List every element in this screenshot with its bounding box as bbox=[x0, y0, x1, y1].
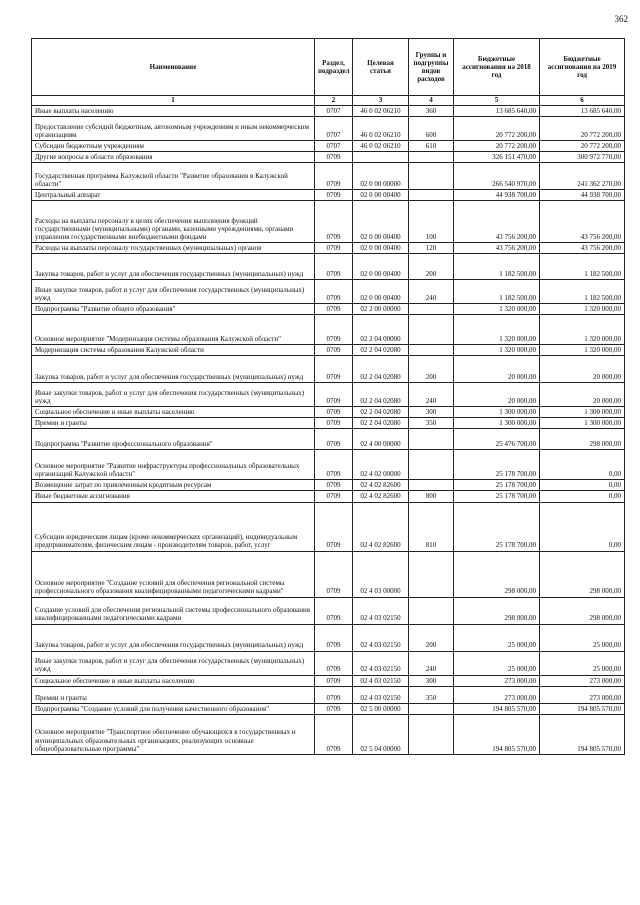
cell-target: 02 5 04 00000 bbox=[353, 714, 409, 754]
cell-expense-kind: 200 bbox=[409, 356, 454, 383]
cell-name: Основное мероприятие "Развитие инфраструктуры профессиональных образовательных организаций Калужской области" bbox=[32, 450, 315, 480]
cell-section: 0709 bbox=[315, 304, 353, 315]
cell-amount-2019: 194 805 570,00 bbox=[540, 703, 625, 714]
cell-name: Основное мероприятие "Создание условий для обеспечения региональной системы профессионального образования квалифицированными педагогическими кадрами" bbox=[32, 551, 315, 597]
cell-expense-kind: 240 bbox=[409, 280, 454, 304]
cell-amount-2018: 266 540 970,00 bbox=[454, 163, 540, 190]
cell-target: 02 0 00 00400 bbox=[353, 190, 409, 201]
cell-amount-2019: 44 938 700,00 bbox=[540, 190, 625, 201]
cell-target: 02 4 03 02150 bbox=[353, 597, 409, 624]
cell-amount-2019: 298 000,00 bbox=[540, 551, 625, 597]
cell-section: 0709 bbox=[315, 597, 353, 624]
cell-name: Основное мероприятие "Транспортное обеспечение обучающихся в государственных и муниципальных образовательных организациях, реализующих основные общеобразовательные программы" bbox=[32, 714, 315, 754]
table-row bbox=[32, 280, 625, 304]
cell-amount-2018: 20 772 200,00 bbox=[454, 141, 540, 152]
header-name: Наименование bbox=[32, 39, 315, 96]
cell-expense-kind bbox=[409, 163, 454, 190]
cell-amount-2018: 1 300 000,00 bbox=[454, 418, 540, 429]
cell-section: 0709 bbox=[315, 163, 353, 190]
cell-expense-kind bbox=[409, 480, 454, 491]
cell-amount-2019: 20 772 200,00 bbox=[540, 117, 625, 141]
cell-amount-2019: 20 772 200,00 bbox=[540, 141, 625, 152]
table-row bbox=[32, 480, 625, 491]
cell-target: 02 4 03 02150 bbox=[353, 686, 409, 703]
cell-section: 0707 bbox=[315, 117, 353, 141]
cell-section: 0709 bbox=[315, 651, 353, 675]
cell-section: 0709 bbox=[315, 315, 353, 345]
cell-name: Закупка товаров, работ и услуг для обеспечения государственных (муниципальных) нужд bbox=[32, 624, 315, 651]
cell-section: 0709 bbox=[315, 703, 353, 714]
cell-expense-kind bbox=[409, 597, 454, 624]
table-row bbox=[32, 163, 625, 190]
cell-name: Иные закупки товаров, работ и услуг для обеспечения государственных (муниципальных) нужд bbox=[32, 280, 315, 304]
column-number: 2 bbox=[315, 96, 353, 106]
cell-target: 02 4 00 00000 bbox=[353, 429, 409, 450]
cell-name: Премии и гранты bbox=[32, 418, 315, 429]
cell-expense-kind bbox=[409, 429, 454, 450]
cell-amount-2019: 300 972 770,00 bbox=[540, 152, 625, 163]
table-row bbox=[32, 491, 625, 502]
cell-target: 02 4 03 02150 bbox=[353, 624, 409, 651]
header-target: Целевая статья bbox=[353, 39, 409, 96]
cell-amount-2018: 43 756 200,00 bbox=[454, 243, 540, 254]
table-row bbox=[32, 304, 625, 315]
cell-name: Закупка товаров, работ и услуг для обеспечения государственных (муниципальных) нужд bbox=[32, 356, 315, 383]
cell-amount-2019: 1 182 500,00 bbox=[540, 280, 625, 304]
cell-expense-kind: 300 bbox=[409, 675, 454, 686]
cell-amount-2018: 44 938 700,00 bbox=[454, 190, 540, 201]
table-row bbox=[32, 675, 625, 686]
cell-amount-2018: 1 320 000,00 bbox=[454, 315, 540, 345]
cell-amount-2018: 273 000,00 bbox=[454, 686, 540, 703]
cell-name: Социальное обеспечение и иные выплаты населению bbox=[32, 675, 315, 686]
page-number: 362 bbox=[614, 14, 628, 24]
cell-expense-kind: 350 bbox=[409, 418, 454, 429]
cell-expense-kind: 350 bbox=[409, 686, 454, 703]
cell-amount-2019: 241 362 270,00 bbox=[540, 163, 625, 190]
table-row bbox=[32, 152, 625, 163]
cell-name: Основное мероприятие "Модернизация системы образования Калужской области" bbox=[32, 315, 315, 345]
cell-expense-kind: 600 bbox=[409, 117, 454, 141]
cell-name: Предоставление субсидий бюджетным, автономным учреждениям и иным некоммерческим организациям bbox=[32, 117, 315, 141]
cell-target: 46 0 02 06210 bbox=[353, 117, 409, 141]
cell-name: Иные закупки товаров, работ и услуг для обеспечения государственных (муниципальных) нужд bbox=[32, 651, 315, 675]
cell-target: 02 4 02 00000 bbox=[353, 450, 409, 480]
cell-expense-kind: 300 bbox=[409, 407, 454, 418]
cell-amount-2018: 43 756 200,00 bbox=[454, 201, 540, 243]
cell-amount-2018: 20 772 200,00 bbox=[454, 117, 540, 141]
table-row bbox=[32, 502, 625, 551]
cell-name: Иные бюджетные ассигнования bbox=[32, 491, 315, 502]
cell-section: 0709 bbox=[315, 280, 353, 304]
cell-name: Иные закупки товаров, работ и услуг для обеспечения государственных (муниципальных) нужд bbox=[32, 383, 315, 407]
cell-expense-kind: 120 bbox=[409, 243, 454, 254]
cell-section: 0709 bbox=[315, 491, 353, 502]
header-groups: Группы и подгруппы видов расходов bbox=[409, 39, 454, 96]
table-row bbox=[32, 418, 625, 429]
cell-amount-2018: 25 000,00 bbox=[454, 624, 540, 651]
table-row bbox=[32, 686, 625, 703]
cell-name: Иные выплаты населению bbox=[32, 106, 315, 117]
cell-name: Расходы на выплаты персоналу в целях обеспечения выполнения функций государственными (муниципальными) органами, казенными учреждениями, органами управления государственными внебюджетными фондами bbox=[32, 201, 315, 243]
cell-section: 0709 bbox=[315, 254, 353, 280]
cell-amount-2018: 25 178 700,00 bbox=[454, 480, 540, 491]
cell-section: 0709 bbox=[315, 675, 353, 686]
table-row bbox=[32, 551, 625, 597]
cell-amount-2019: 0,00 bbox=[540, 480, 625, 491]
table-row bbox=[32, 429, 625, 450]
cell-expense-kind: 800 bbox=[409, 491, 454, 502]
table-row bbox=[32, 450, 625, 480]
cell-name: Центральный аппарат bbox=[32, 190, 315, 201]
cell-expense-kind bbox=[409, 450, 454, 480]
cell-expense-kind: 240 bbox=[409, 383, 454, 407]
cell-amount-2019: 1 320 000,00 bbox=[540, 315, 625, 345]
cell-section: 0707 bbox=[315, 141, 353, 152]
cell-name: Социальное обеспечение и иные выплаты населению bbox=[32, 407, 315, 418]
cell-amount-2019: 20 000,00 bbox=[540, 356, 625, 383]
cell-expense-kind bbox=[409, 190, 454, 201]
cell-section: 0709 bbox=[315, 624, 353, 651]
cell-amount-2018: 298 000,00 bbox=[454, 597, 540, 624]
cell-amount-2018: 25 476 700,00 bbox=[454, 429, 540, 450]
table-row bbox=[32, 190, 625, 201]
cell-expense-kind bbox=[409, 315, 454, 345]
cell-amount-2018: 20 000,00 bbox=[454, 383, 540, 407]
table-row bbox=[32, 243, 625, 254]
cell-amount-2019: 1 182 500,00 bbox=[540, 254, 625, 280]
cell-amount-2018: 1 182 500,00 bbox=[454, 280, 540, 304]
cell-amount-2018: 25 178 700,00 bbox=[454, 502, 540, 551]
cell-amount-2018: 1 300 000,00 bbox=[454, 407, 540, 418]
cell-target: 02 5 00 00000 bbox=[353, 703, 409, 714]
cell-amount-2019: 25 000,00 bbox=[540, 651, 625, 675]
cell-amount-2019: 0,00 bbox=[540, 491, 625, 502]
cell-amount-2019: 1 300 000,00 bbox=[540, 407, 625, 418]
cell-expense-kind: 810 bbox=[409, 502, 454, 551]
cell-expense-kind bbox=[409, 703, 454, 714]
table-row bbox=[32, 345, 625, 356]
cell-section: 0709 bbox=[315, 418, 353, 429]
cell-name: Субсидии юридическим лицам (кроме некоммерческих организаций), индивидуальным предпринимателям, физическим лицам - производителям товаров, работ, услуг bbox=[32, 502, 315, 551]
cell-amount-2018: 194 805 570,00 bbox=[454, 714, 540, 754]
budget-table bbox=[31, 38, 625, 755]
cell-amount-2018: 1 320 000,00 bbox=[454, 345, 540, 356]
cell-target: 02 4 03 02150 bbox=[353, 651, 409, 675]
cell-amount-2019: 194 805 570,00 bbox=[540, 714, 625, 754]
cell-amount-2019: 0,00 bbox=[540, 502, 625, 551]
cell-section: 0709 bbox=[315, 190, 353, 201]
cell-amount-2019: 13 685 640,00 bbox=[540, 106, 625, 117]
cell-expense-kind bbox=[409, 304, 454, 315]
cell-target: 02 4 02 82600 bbox=[353, 502, 409, 551]
cell-target: 02 2 04 00000 bbox=[353, 315, 409, 345]
cell-name: Создание условий для обеспечения региональной системы профессионального образования квалифицированными педагогическими кадрами bbox=[32, 597, 315, 624]
cell-name: Субсидии бюджетным учреждениям bbox=[32, 141, 315, 152]
cell-name: Расходы на выплаты персоналу государственных (муниципальных) органов bbox=[32, 243, 315, 254]
cell-target: 02 2 04 02080 bbox=[353, 418, 409, 429]
cell-amount-2019: 1 300 000,00 bbox=[540, 418, 625, 429]
table-row bbox=[32, 141, 625, 152]
cell-section: 0709 bbox=[315, 356, 353, 383]
cell-amount-2019: 43 756 200,00 bbox=[540, 243, 625, 254]
cell-target: 02 4 03 00000 bbox=[353, 551, 409, 597]
cell-amount-2018: 1 182 500,00 bbox=[454, 254, 540, 280]
cell-section: 0709 bbox=[315, 429, 353, 450]
column-number: 6 bbox=[540, 96, 625, 106]
table-row bbox=[32, 703, 625, 714]
cell-name: Премии и гранты bbox=[32, 686, 315, 703]
table-row bbox=[32, 383, 625, 407]
cell-amount-2018: 298 000,00 bbox=[454, 551, 540, 597]
column-number: 5 bbox=[454, 96, 540, 106]
table-row bbox=[32, 651, 625, 675]
column-number: 1 bbox=[32, 96, 315, 106]
cell-section: 0709 bbox=[315, 243, 353, 254]
cell-amount-2019: 273 000,00 bbox=[540, 686, 625, 703]
cell-name: Возмещение затрат по привлеченным кредитным ресурсам bbox=[32, 480, 315, 491]
cell-section: 0709 bbox=[315, 551, 353, 597]
table-body bbox=[32, 106, 625, 755]
cell-expense-kind: 200 bbox=[409, 254, 454, 280]
table-row bbox=[32, 624, 625, 651]
cell-amount-2018: 25 178 700,00 bbox=[454, 450, 540, 480]
table-row bbox=[32, 714, 625, 754]
cell-amount-2019: 1 320 000,00 bbox=[540, 345, 625, 356]
cell-target: 02 0 00 00400 bbox=[353, 254, 409, 280]
table-row bbox=[32, 407, 625, 418]
header-section: Раздел, подраздел bbox=[315, 39, 353, 96]
cell-target: 02 0 00 00400 bbox=[353, 201, 409, 243]
header-2018: Бюджетные ассигнования на 2018 год bbox=[454, 39, 540, 96]
cell-amount-2019: 298 000,00 bbox=[540, 597, 625, 624]
header-2019: Бюджетные ассигнования на 2019 год bbox=[540, 39, 625, 96]
cell-target: 02 2 00 00000 bbox=[353, 304, 409, 315]
cell-expense-kind bbox=[409, 714, 454, 754]
cell-amount-2018: 194 805 570,00 bbox=[454, 703, 540, 714]
cell-section: 0709 bbox=[315, 502, 353, 551]
cell-name: Подпрограмма "Развитие профессионального образования" bbox=[32, 429, 315, 450]
table-row bbox=[32, 106, 625, 117]
cell-target: 02 2 04 02080 bbox=[353, 383, 409, 407]
cell-name: Закупка товаров, работ и услуг для обеспечения государственных (муниципальных) нужд bbox=[32, 254, 315, 280]
cell-expense-kind: 100 bbox=[409, 201, 454, 243]
cell-amount-2018: 326 151 470,00 bbox=[454, 152, 540, 163]
cell-amount-2018: 20 000,00 bbox=[454, 356, 540, 383]
cell-amount-2018: 13 685 640,00 bbox=[454, 106, 540, 117]
cell-section: 0707 bbox=[315, 106, 353, 117]
cell-expense-kind: 240 bbox=[409, 651, 454, 675]
column-number-row bbox=[32, 96, 625, 106]
cell-amount-2019: 43 756 200,00 bbox=[540, 201, 625, 243]
cell-target: 02 0 00 00000 bbox=[353, 163, 409, 190]
cell-amount-2019: 25 000,00 bbox=[540, 624, 625, 651]
cell-target: 02 4 02 82600 bbox=[353, 480, 409, 491]
cell-amount-2019: 20 000,00 bbox=[540, 383, 625, 407]
cell-section: 0709 bbox=[315, 714, 353, 754]
cell-section: 0709 bbox=[315, 345, 353, 356]
cell-amount-2019: 1 320 000,00 bbox=[540, 304, 625, 315]
cell-amount-2019: 298 000,00 bbox=[540, 429, 625, 450]
cell-section: 0709 bbox=[315, 450, 353, 480]
header-row bbox=[32, 39, 625, 96]
cell-expense-kind bbox=[409, 551, 454, 597]
table-row bbox=[32, 315, 625, 345]
cell-amount-2019: 0,00 bbox=[540, 450, 625, 480]
cell-target: 02 2 04 02080 bbox=[353, 407, 409, 418]
cell-amount-2018: 273 000,00 bbox=[454, 675, 540, 686]
table-row bbox=[32, 117, 625, 141]
cell-amount-2018: 25 178 700,00 bbox=[454, 491, 540, 502]
cell-amount-2018: 1 320 000,00 bbox=[454, 304, 540, 315]
table-row bbox=[32, 356, 625, 383]
cell-target: 02 4 02 82600 bbox=[353, 491, 409, 502]
column-number: 4 bbox=[409, 96, 454, 106]
cell-expense-kind bbox=[409, 345, 454, 356]
cell-target: 46 0 02 06210 bbox=[353, 141, 409, 152]
cell-expense-kind: 610 bbox=[409, 141, 454, 152]
cell-name: Другие вопросы в области образования bbox=[32, 152, 315, 163]
cell-section: 0709 bbox=[315, 201, 353, 243]
cell-target: 02 2 04 02080 bbox=[353, 356, 409, 383]
table-row bbox=[32, 201, 625, 243]
cell-target: 02 0 00 00400 bbox=[353, 280, 409, 304]
cell-name: Подпрограмма "Создание условий для получения качественного образования" bbox=[32, 703, 315, 714]
cell-expense-kind: 200 bbox=[409, 624, 454, 651]
cell-section: 0709 bbox=[315, 686, 353, 703]
cell-section: 0709 bbox=[315, 407, 353, 418]
table-row bbox=[32, 254, 625, 280]
cell-expense-kind bbox=[409, 152, 454, 163]
cell-target: 02 4 03 02150 bbox=[353, 675, 409, 686]
cell-section: 0709 bbox=[315, 383, 353, 407]
cell-target bbox=[353, 152, 409, 163]
cell-name: Подпрограмма "Развитие общего образования" bbox=[32, 304, 315, 315]
cell-section: 0709 bbox=[315, 480, 353, 491]
cell-expense-kind: 360 bbox=[409, 106, 454, 117]
cell-target: 46 0 02 06210 bbox=[353, 106, 409, 117]
cell-amount-2019: 273 000,00 bbox=[540, 675, 625, 686]
cell-target: 02 0 00 00400 bbox=[353, 243, 409, 254]
cell-section: 0709 bbox=[315, 152, 353, 163]
cell-name: Государственная программа Калужской области "Развитие образования в Калужской области" bbox=[32, 163, 315, 190]
cell-name: Модернизация системы образования Калужской области bbox=[32, 345, 315, 356]
column-number: 3 bbox=[353, 96, 409, 106]
cell-amount-2018: 25 000,00 bbox=[454, 651, 540, 675]
table-row bbox=[32, 597, 625, 624]
cell-target: 02 2 04 02080 bbox=[353, 345, 409, 356]
